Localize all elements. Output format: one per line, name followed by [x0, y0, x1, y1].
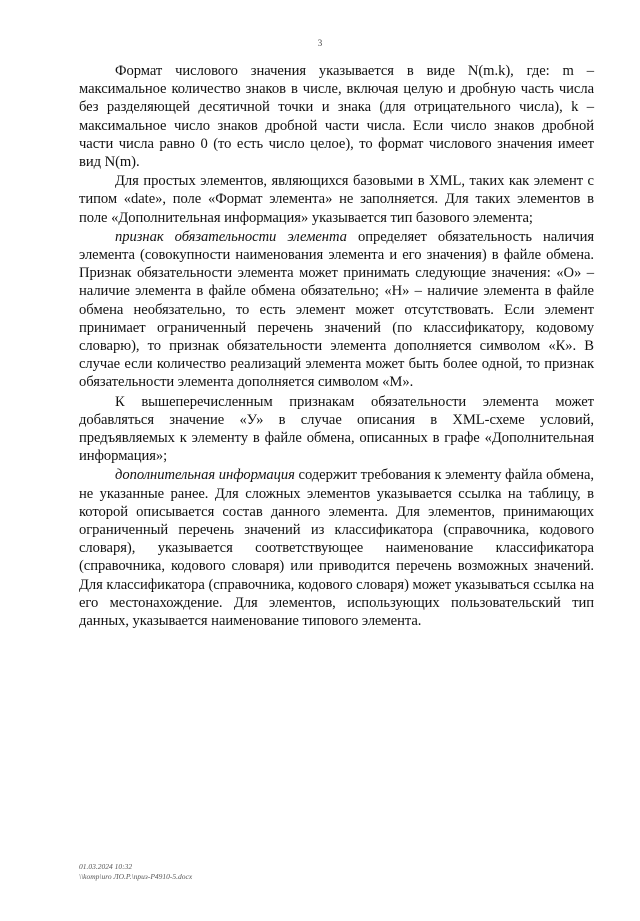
paragraph-text: Формат числового значения указывается в виде N(m.k), где: m – максимальное количество знаков в числе, включая целую и дробную часть числа без разделяющей десятичной точки и знака (для отрицательного числа), k – максимальное число знаков дробной части числа. Если число знаков дробной части числа равно 0 (то есть число целое), то формат числового значения имеет вид N(m). — [79, 63, 594, 171]
document-footer — [79, 862, 192, 882]
paragraph-text: содержит требования к элементу файла обмена, не указанные ранее. Для сложных элементов указывается ссылка на таблицу, в которой описывается состав данного элемента. Для элементов, принимающих ограниченный перечень значений из классификатора (справочника, кодового словаря), указывается соответствующее наименование классификатора (справочника, кодового словаря) или приводится перечень возможных значений. Для классификатора (справочника, кодового словаря) может указываться ссылка на его местонахождение. Для элементов, использующих пользовательский тип данных, указывается наименование типового элемента. — [79, 467, 594, 630]
paragraph-mandatory-flag — [79, 228, 594, 392]
paragraph-numeric-format — [79, 62, 594, 171]
paragraph-text: Для простых элементов, являющихся базовыми в XML, таких как элемент с типом «date», поле «Формат элемента» не заполняется. Для таких элементов в поле «Дополнительная информация» указывается тип базового элемента; — [79, 173, 594, 226]
page-number: 3 — [317, 38, 323, 48]
paragraph-lead-term: признак обязательности элемента — [115, 228, 347, 245]
paragraph-text: определяет обязательность наличия элемента (совокупности наименования элемента и его значения) в файле обмена. Признак обязательности элемента может принимать следующие значения: «О» – наличие элемента в файле обмена обязательно; «Н» – наличие элемента в файле обмена необязательно, то есть элемент может отсутствовать. Если элемент принимает ограниченный перечень значений (по классификатору, кодовому словарю), то признак обязательности элемента дополняется символом «К». В случае если количество реализаций элемента может быть более одной, то признак обязательности элемента дополняется символом «М». — [79, 228, 594, 391]
paragraph-text: К вышеперечисленным признакам обязательности элемента может добавляться значение «У» в случае описания в XML-схеме условий, предъявляемых к элементу в файле обмена, описанных в графе «Дополнительная информация»; — [79, 393, 594, 465]
paragraph-additional-info — [79, 466, 594, 630]
footer-timestamp: 01.03.2024 10:32 — [79, 862, 133, 871]
paragraph-condition-flag — [79, 393, 594, 466]
paragraph-simple-elements — [79, 172, 594, 227]
paragraph-lead-term: дополнительная информация — [115, 467, 295, 484]
footer-file-path: \\komp\uro ЛО.Р.\приз-Р4910-5.docx — [79, 872, 193, 881]
document-body — [79, 62, 594, 630]
